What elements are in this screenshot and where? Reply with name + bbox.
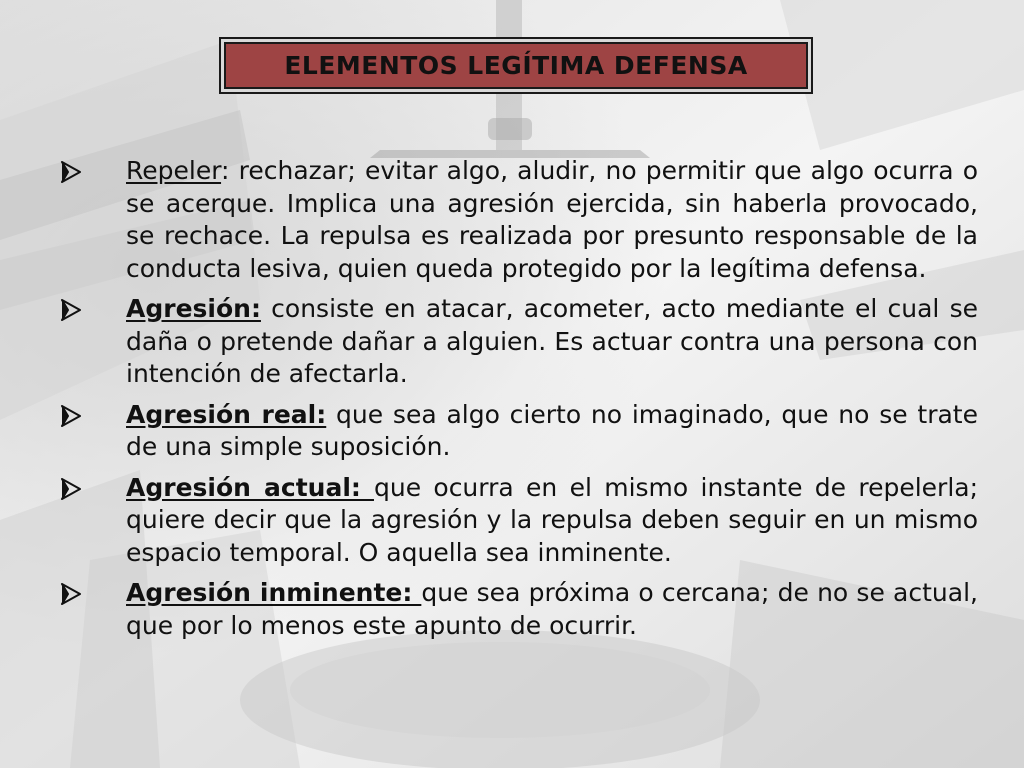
item-text <box>126 577 978 642</box>
item-term: Agresión: <box>126 294 261 323</box>
list-item <box>60 399 978 464</box>
item-term: Repeler <box>126 156 222 185</box>
item-term: Agresión real: <box>126 399 327 429</box>
list-item <box>60 155 978 285</box>
arrowhead-bullet-icon <box>60 577 126 605</box>
item-definition: que ocurra en el mismo instante de repelerla; quiere decir que la agresión y la repulsa deben seguir en un mismo espacio temporal. O aquella sea inminente. <box>126 472 979 567</box>
arrowhead-bullet-icon <box>60 155 126 183</box>
list-item <box>60 472 978 570</box>
arrowhead-bullet-icon <box>60 472 126 500</box>
arrowhead-bullet-icon <box>60 293 126 321</box>
item-term: Agresión inminente: <box>126 578 422 607</box>
item-definition: que sea algo cierto no imaginado, que no se trate de una simple suposición. <box>126 399 978 461</box>
item-definition: consiste en atacar, acometer, acto mediante el cual se daña o pretende dañar a alguien. Es actuar contra una persona con intención de afectarla. <box>126 294 978 388</box>
item-text <box>126 399 978 464</box>
item-text <box>126 155 978 285</box>
item-term: Agresión actual: <box>126 472 374 502</box>
slide-title: ELEMENTOS LEGÍTIMA DEFENSA <box>284 51 748 80</box>
arrowhead-bullet-icon <box>60 399 126 427</box>
item-text <box>126 472 978 570</box>
title-banner <box>219 37 813 94</box>
item-text <box>126 293 978 391</box>
bullet-list <box>60 155 978 650</box>
item-definition: que sea próxima o cercana; de no se actual, que por lo menos este apunto de ocurrir. <box>126 578 978 640</box>
list-item <box>60 577 978 642</box>
list-item <box>60 293 978 391</box>
item-definition: : rechazar; evitar algo, aludir, no permitir que algo ocurra o se acerque. Implica una agresión ejercida, sin haberla provocado, se rechace. La repulsa es realizada por presunto responsable de la conducta lesiva, quien queda protegido por la legítima defensa. <box>126 156 978 283</box>
